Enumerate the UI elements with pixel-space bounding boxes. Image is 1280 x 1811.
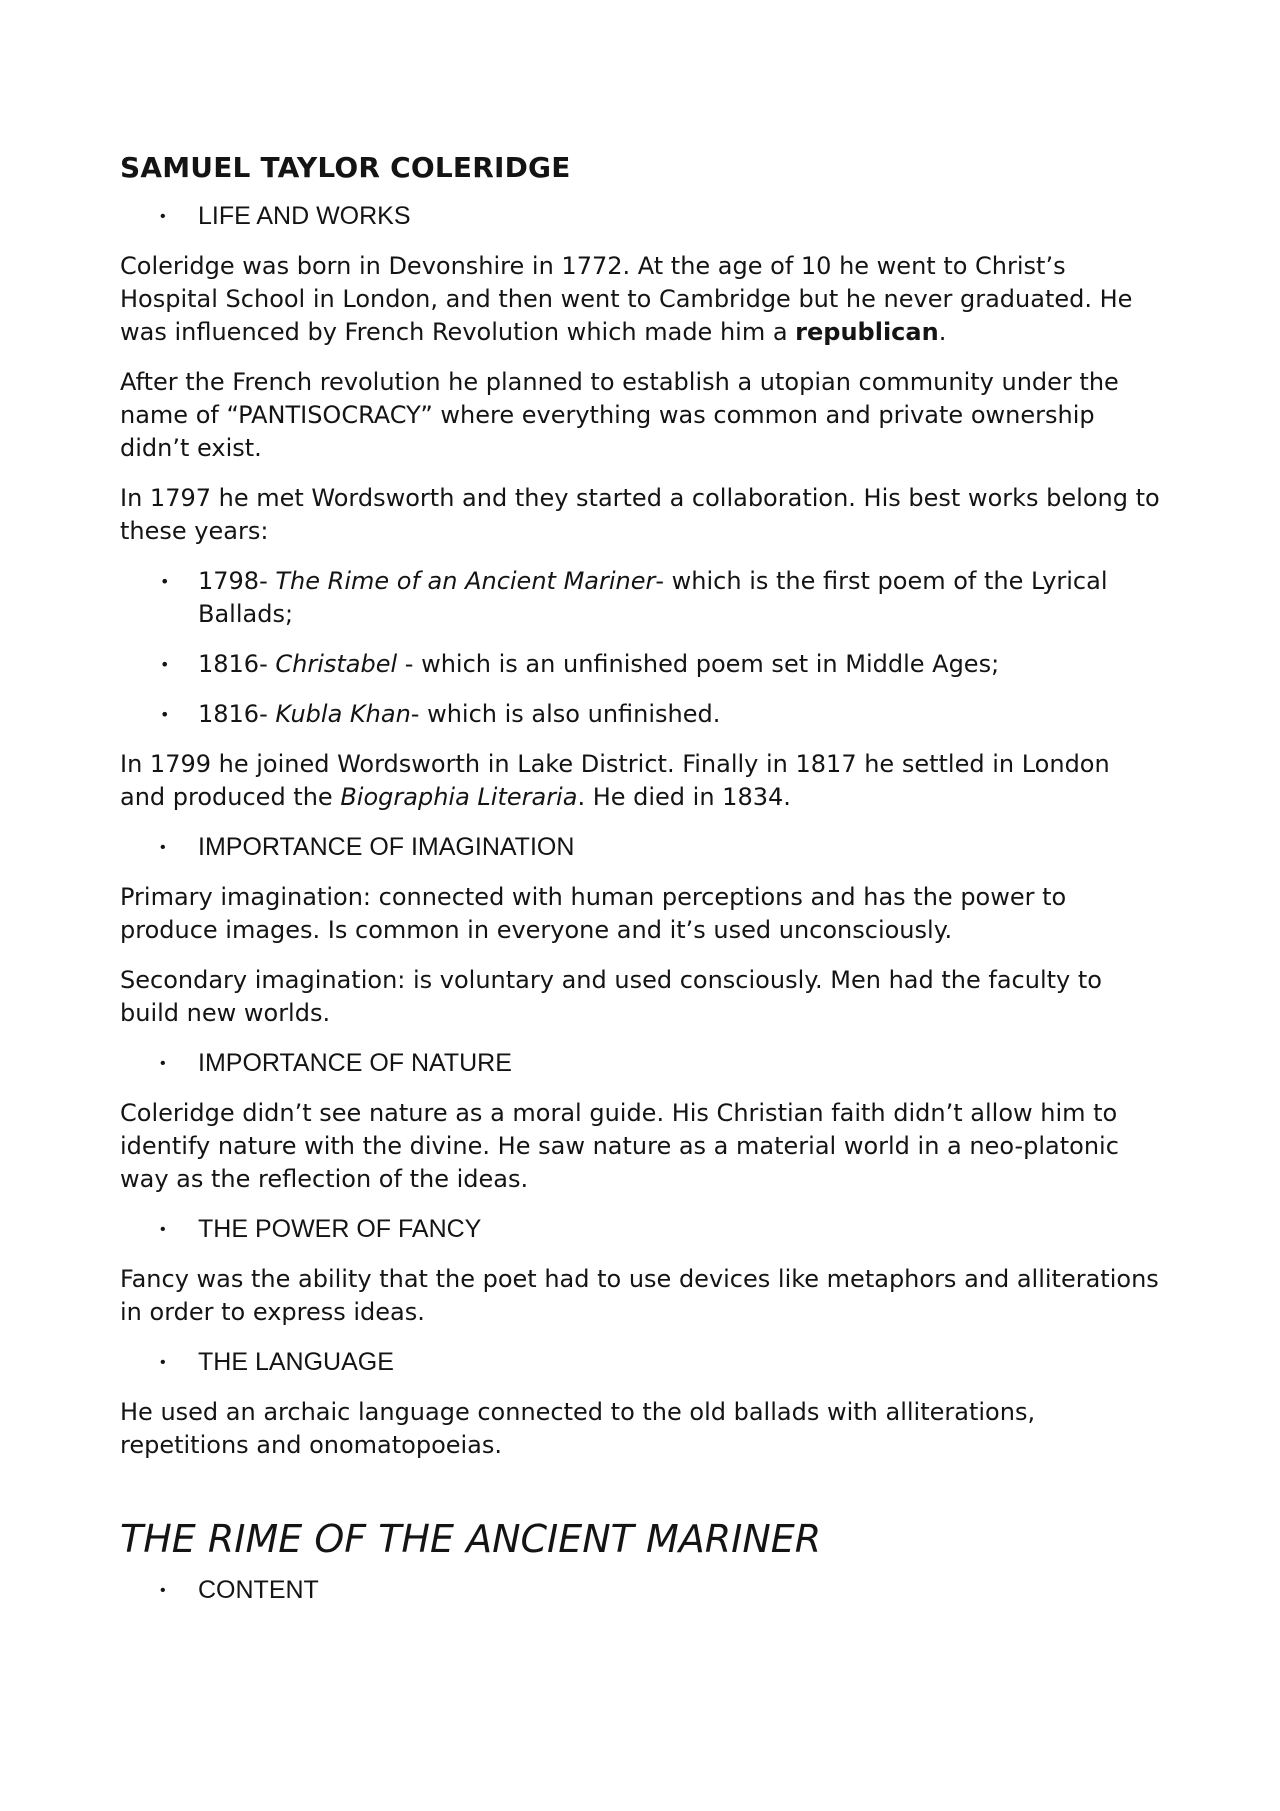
section-heading-imagination	[120, 831, 1160, 864]
bold-term: republican	[795, 318, 939, 346]
section-heading-language	[120, 1346, 1160, 1379]
paragraph-text: Coleridge was born in Devonshire in 1772. At the age of 10 he went to Christ’s Hospital School in London, and then went to Cambridge but he never graduated. He was influenced by French Revolution which made him a	[120, 252, 1133, 346]
section-heading-label: IMPORTANCE OF NATURE	[198, 1049, 512, 1077]
bullet-icon: •	[160, 1354, 166, 1371]
section-heading-label: THE LANGUAGE	[198, 1348, 394, 1376]
paragraph-birth	[120, 250, 1160, 349]
paragraph-language: He used an archaic language connected to the old ballads with alliterations, repetitions and onomatopoeias.	[120, 1398, 1036, 1459]
paragraph-fancy: Fancy was the ability that the poet had to use devices like metaphors and alliterations in order to express ideas.	[120, 1265, 1159, 1326]
bullet-icon: •	[160, 572, 170, 591]
section-heading-fancy	[120, 1213, 1160, 1246]
paragraph-text: .	[938, 318, 947, 346]
section-heading-content	[120, 1574, 1160, 1607]
paragraph-primary-imagination: Primary imagination: connected with human perceptions and has the power to produce images. Is common in everyone and it’s used unconsciously.	[120, 883, 1067, 944]
work-title: Kubla Khan	[275, 700, 411, 728]
work-description: - which is also unfinished.	[410, 700, 721, 728]
paragraph-wordsworth: In 1797 he met Wordsworth and they started a collaboration. His best works belong to these years:	[120, 484, 1160, 545]
work-title: The Rime of an Ancient Mariner	[275, 567, 656, 595]
section-heading-nature	[120, 1047, 1160, 1080]
paragraph-secondary-imagination: Secondary imagination: is voluntary and used consciously. Men had the faculty to build new worlds.	[120, 966, 1102, 1027]
document-page	[120, 150, 1160, 1624]
works-list-item	[120, 698, 1160, 731]
paragraph-text: In 1799 he joined Wordsworth in Lake District. Finally in 1817 he settled in London and produced the	[120, 750, 1110, 811]
work-year: 1816-	[198, 650, 276, 678]
work-title: Christabel	[275, 650, 398, 678]
paragraph-nature: Coleridge didn’t see nature as a moral guide. His Christian faith didn’t allow him to identify nature with the divine. He saw nature as a material world in a neo-platonic way as the reflection of the ideas.	[120, 1099, 1119, 1193]
bullet-icon: •	[160, 839, 166, 856]
work-description: - which is an unfinished poem set in Middle Ages;	[397, 650, 1000, 678]
work-year: 1816-	[198, 700, 276, 728]
works-list-item	[120, 648, 1160, 681]
bullet-icon: •	[160, 705, 170, 724]
section-heading-label: IMPORTANCE OF IMAGINATION	[198, 833, 575, 861]
paragraph-text: . He died in 1834.	[577, 783, 791, 811]
document-subtitle: THE RIME OF THE ANCIENT MARINER	[120, 1517, 822, 1561]
paragraph-lake-district	[120, 748, 1160, 814]
document-title: SAMUEL TAYLOR COLERIDGE	[120, 151, 571, 184]
bullet-icon: •	[160, 1582, 166, 1599]
work-description: - which is the first poem of the Lyrical Ballads;	[198, 567, 1108, 628]
work-year: 1798-	[198, 567, 276, 595]
section-heading-life-and-works	[120, 200, 1160, 233]
bullet-icon: •	[160, 1055, 166, 1072]
bullet-icon: •	[160, 208, 166, 225]
paragraph-pantisocracy: After the French revolution he planned to establish a utopian community under the name of “PANTISOCRACY” where everything was common and private ownership didn’t exist.	[120, 368, 1119, 462]
section-heading-label: LIFE AND WORKS	[198, 202, 411, 230]
section-heading-label: THE POWER OF FANCY	[198, 1215, 482, 1243]
works-list-item	[120, 565, 1160, 631]
italic-title: Biographia Literaria	[340, 783, 578, 811]
bullet-icon: •	[160, 655, 170, 674]
bullet-icon: •	[160, 1221, 166, 1238]
section-heading-label: CONTENT	[198, 1576, 319, 1604]
